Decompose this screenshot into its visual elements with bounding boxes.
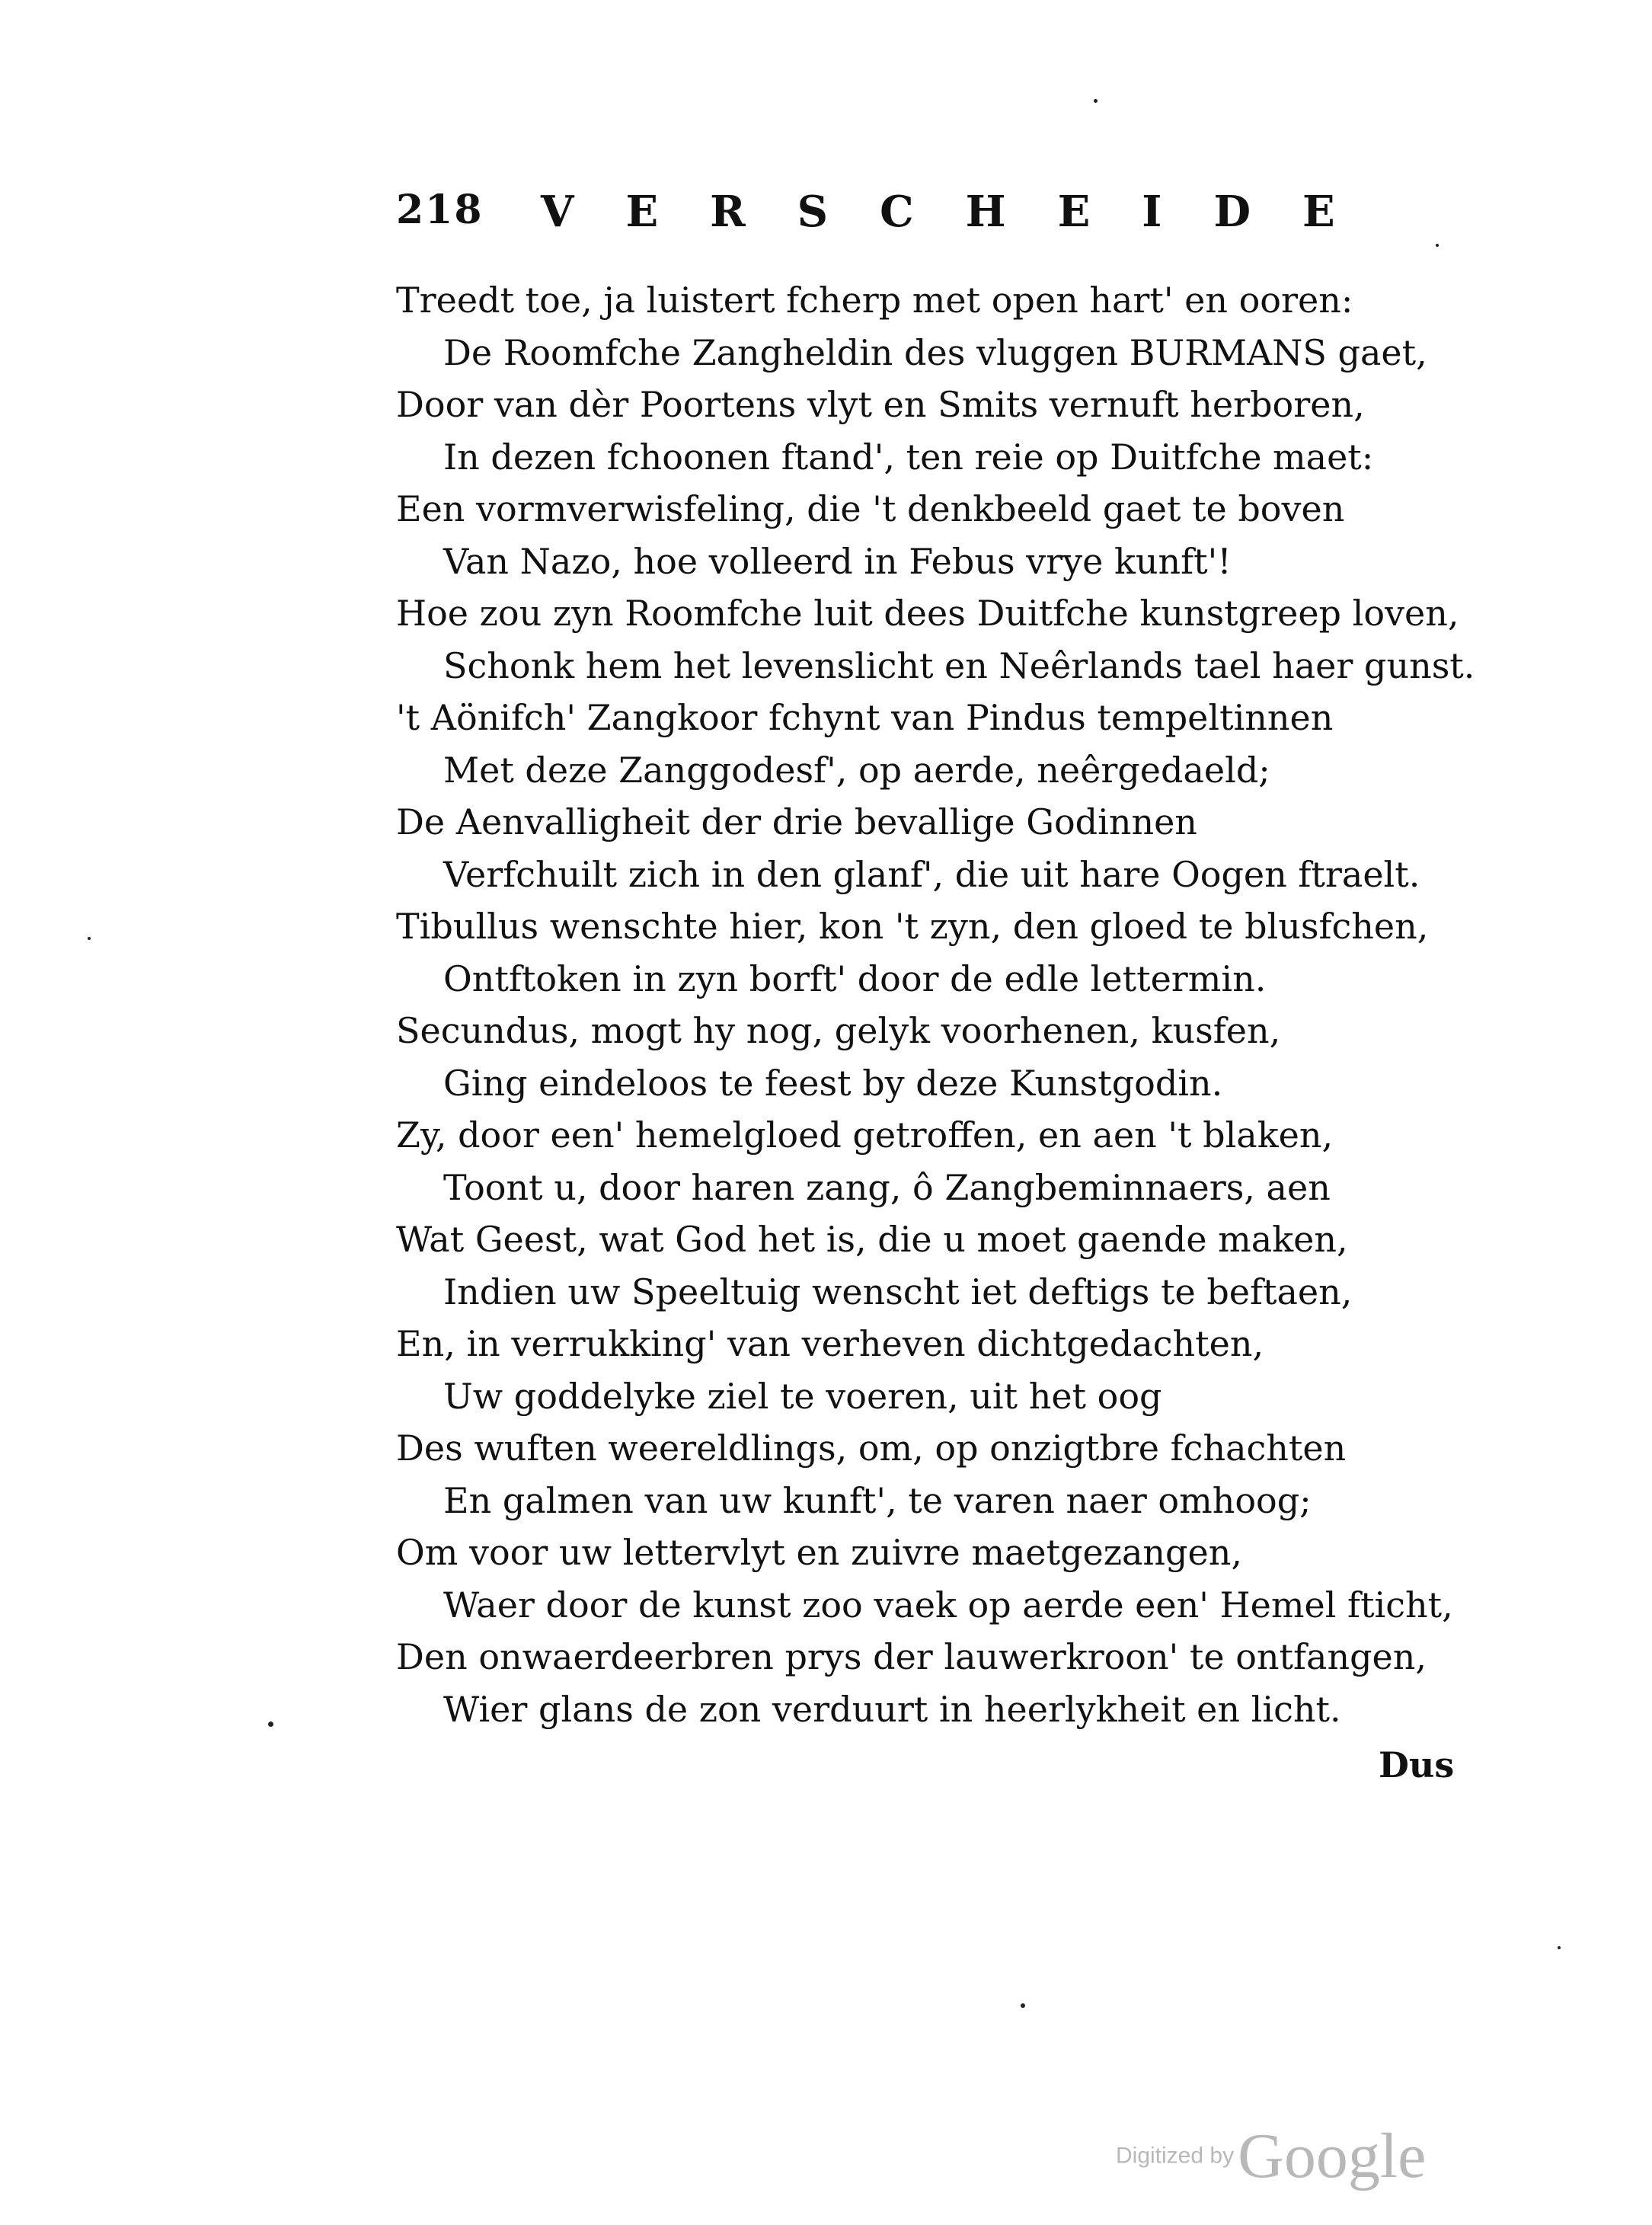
poem-line-13: Tibullus wenschte hier, kon 't zyn, den gloed te blusfchen, [396, 906, 1429, 947]
print-speck [1436, 244, 1439, 247]
poem-line-26: Waer door de kunst zoo vaek op aerde een' Hemel fticht, [443, 1584, 1453, 1626]
poem-line-23: Des wuften weereldlings, om, op onzigtbre fchachten [396, 1427, 1347, 1469]
digitized-by-google-watermark [1116, 2119, 1426, 2193]
poem-line-11: De Aenvalligheit der drie bevallige Godinnen [396, 801, 1197, 842]
watermark-prefix: Digitized by [1116, 2143, 1235, 2169]
page-number: 218 [396, 187, 484, 233]
poem-line-6: Van Nazo, hoe volleerd in Febus vrye kunft'! [443, 540, 1232, 582]
poem-line-2: De Roomfche Zangheldin des vluggen BURMANS gaet, [443, 331, 1427, 373]
poem-line-9: 't Aönifch' Zangkoor fchynt van Pindus tempeltinnen [396, 697, 1334, 738]
poem-line-17: Zy, door een' hemelgloed getroffen, en aen 't blaken, [396, 1114, 1334, 1156]
poem-line-3: Door van dèr Poortens vlyt en Smits vernuft herboren, [396, 384, 1365, 425]
print-speck [1094, 99, 1098, 103]
poem-line-20: Indien uw Speeltuig wenscht iet deftigs te beftaen, [443, 1271, 1353, 1312]
poem-line-1: Treedt toe, ja luistert fcherp met open hart' en ooren: [396, 280, 1353, 321]
poem-text [396, 274, 1478, 1735]
print-speck [88, 937, 91, 940]
poem-line-22: Uw goddelyke ziel te voeren, uit het oog [443, 1375, 1162, 1417]
poem-line-24: En galmen van uw kunft', te varen naer omhoog; [443, 1479, 1312, 1521]
page-header [396, 187, 1387, 248]
print-speck [1021, 2003, 1025, 2008]
poem-line-16: Ging eindeloos te feest by deze Kunstgodin. [443, 1062, 1223, 1104]
print-speck [268, 1721, 273, 1727]
watermark-brand: Google [1238, 2121, 1427, 2191]
poem-line-21: En, in verrukking' van verheven dichtgedachten, [396, 1323, 1264, 1364]
poem-line-14: Ontftoken in zyn borft' door de edle lettermin. [443, 957, 1267, 999]
poem-line-10: Met deze Zanggodesf', op aerde, neêrgedaeld; [443, 749, 1270, 791]
print-speck [1558, 1946, 1561, 1949]
catchword: Dus [1379, 1744, 1455, 1785]
poem-line-4: In dezen fchoonen ftand', ten reie op Duitfche maet: [443, 436, 1374, 478]
poem-line-12: Verfchuilt zich in den glanf', die uit hare Oogen ftraelt. [443, 853, 1420, 895]
running-title: VERSCHEIDE [541, 187, 1387, 237]
poem-line-19: Wat Geest, wat God het is, die u moet gaende maken, [396, 1219, 1348, 1260]
poem-line-25: Om voor uw lettervlyt en zuivre maetgezangen, [396, 1532, 1242, 1573]
poem-line-28: Wier glans de zon verduurt in heerlykheit en licht. [443, 1688, 1341, 1730]
poem-line-5: Een vormverwisfeling, die 't denkbeeld gaet te boven [396, 488, 1345, 529]
poem-line-8: Schonk hem het levenslicht en Neêrlands tael haer gunst. [443, 644, 1475, 686]
poem-line-7: Hoe zou zyn Roomfche luit dees Duitfche kunstgreep loven, [396, 593, 1459, 634]
poem-line-18: Toont u, door haren zang, ô Zangbeminnaers, aen [443, 1166, 1331, 1208]
poem-line-27: Den onwaerdeerbren prys der lauwerkroon' te ontfangen, [396, 1636, 1427, 1677]
poem-line-15: Secundus, mogt hy nog, gelyk voorhenen, kusfen, [396, 1010, 1281, 1051]
